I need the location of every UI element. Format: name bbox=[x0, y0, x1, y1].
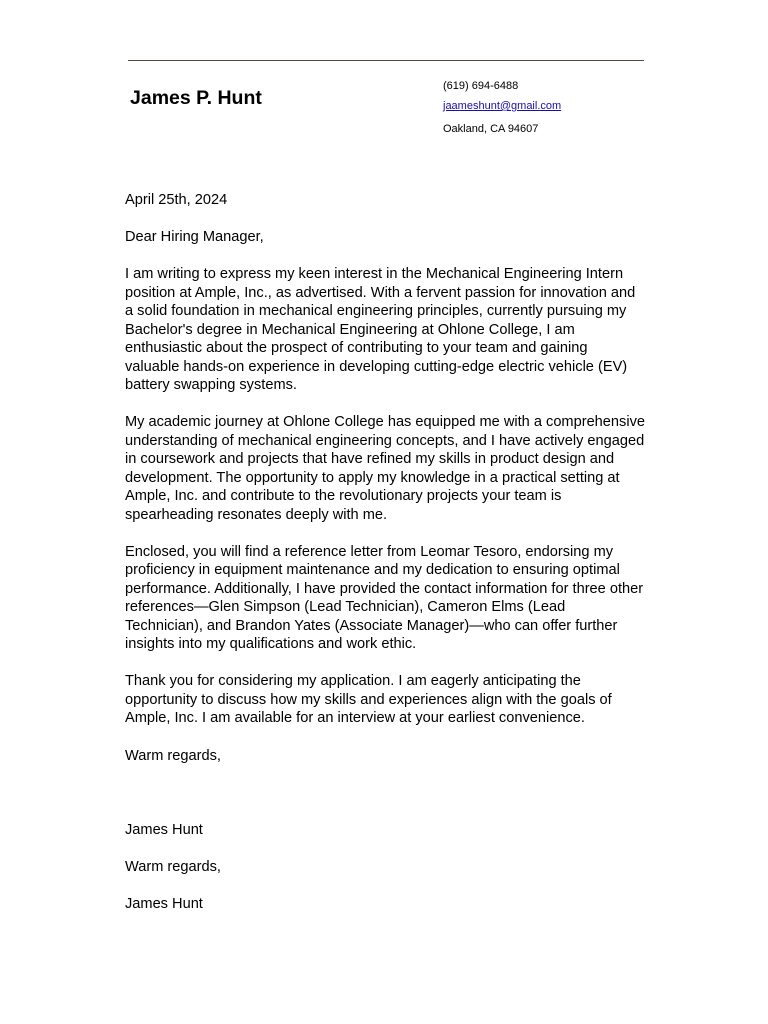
paragraph-references: Enclosed, you will find a reference letter from Leomar Tesoro, endorsing my proficiency in equipment maintenance and my dedication to ensuring optimal performance. Additionally, I have provided the contact information for three other references—Glen Simpson (Lead Technician), Cameron Elms (Lead Technician), and Brandon Yates (Associate Manager)—who can offer further insights into my qualifications and work ethic. bbox=[125, 543, 644, 653]
closing-second: Warm regards, bbox=[125, 858, 221, 875]
phone-number: (619) 694-6488 bbox=[443, 80, 519, 92]
signature-second: James Hunt bbox=[125, 895, 203, 912]
signature-first: James Hunt bbox=[125, 821, 203, 838]
paragraph-thanks: Thank you for considering my application. I am eagerly anticipating the opportunity to discuss how my skills and experiences align with the goals of Ample, Inc. I am available for an interview at your earliest convenience. bbox=[125, 673, 612, 727]
salutation: Dear Hiring Manager, bbox=[125, 229, 264, 246]
letter-body bbox=[125, 191, 645, 932]
email-link[interactable]: jaameshunt@gmail.com bbox=[443, 100, 562, 112]
header-divider bbox=[128, 60, 644, 61]
location: Oakland, CA 94607 bbox=[443, 123, 539, 135]
letter-date: April 25th, 2024 bbox=[125, 192, 228, 208]
paragraph-academic: My academic journey at Ohlone College has equipped me with a comprehensive understanding of mechanical engineering concepts, and I have actively engaged in coursework and projects that have refined my skills in product design and development. The opportunity to apply my knowledge in a practical setting at Ample, Inc. and contribute to the revolutionary projects your team is spearheading resonates deeply with me. bbox=[125, 414, 645, 523]
paragraph-intro: I am writing to express my keen interest in the Mechanical Engineering Intern position at Ample, Inc., as advertised. With a fervent passion for innovation and a solid foundation in mechanical engineering principles, currently pursuing my Bachelor's degree in Mechanical Engineering at Ohlone College, I am enthusiastic about the prospect of contributing to your team and gaining valuable hands-on experience in developing cutting-edge electric vehicle (EV) battery swapping systems. bbox=[125, 266, 636, 394]
applicant-name: James P. Hunt bbox=[130, 87, 262, 109]
closing-first: Warm regards, bbox=[125, 747, 221, 764]
